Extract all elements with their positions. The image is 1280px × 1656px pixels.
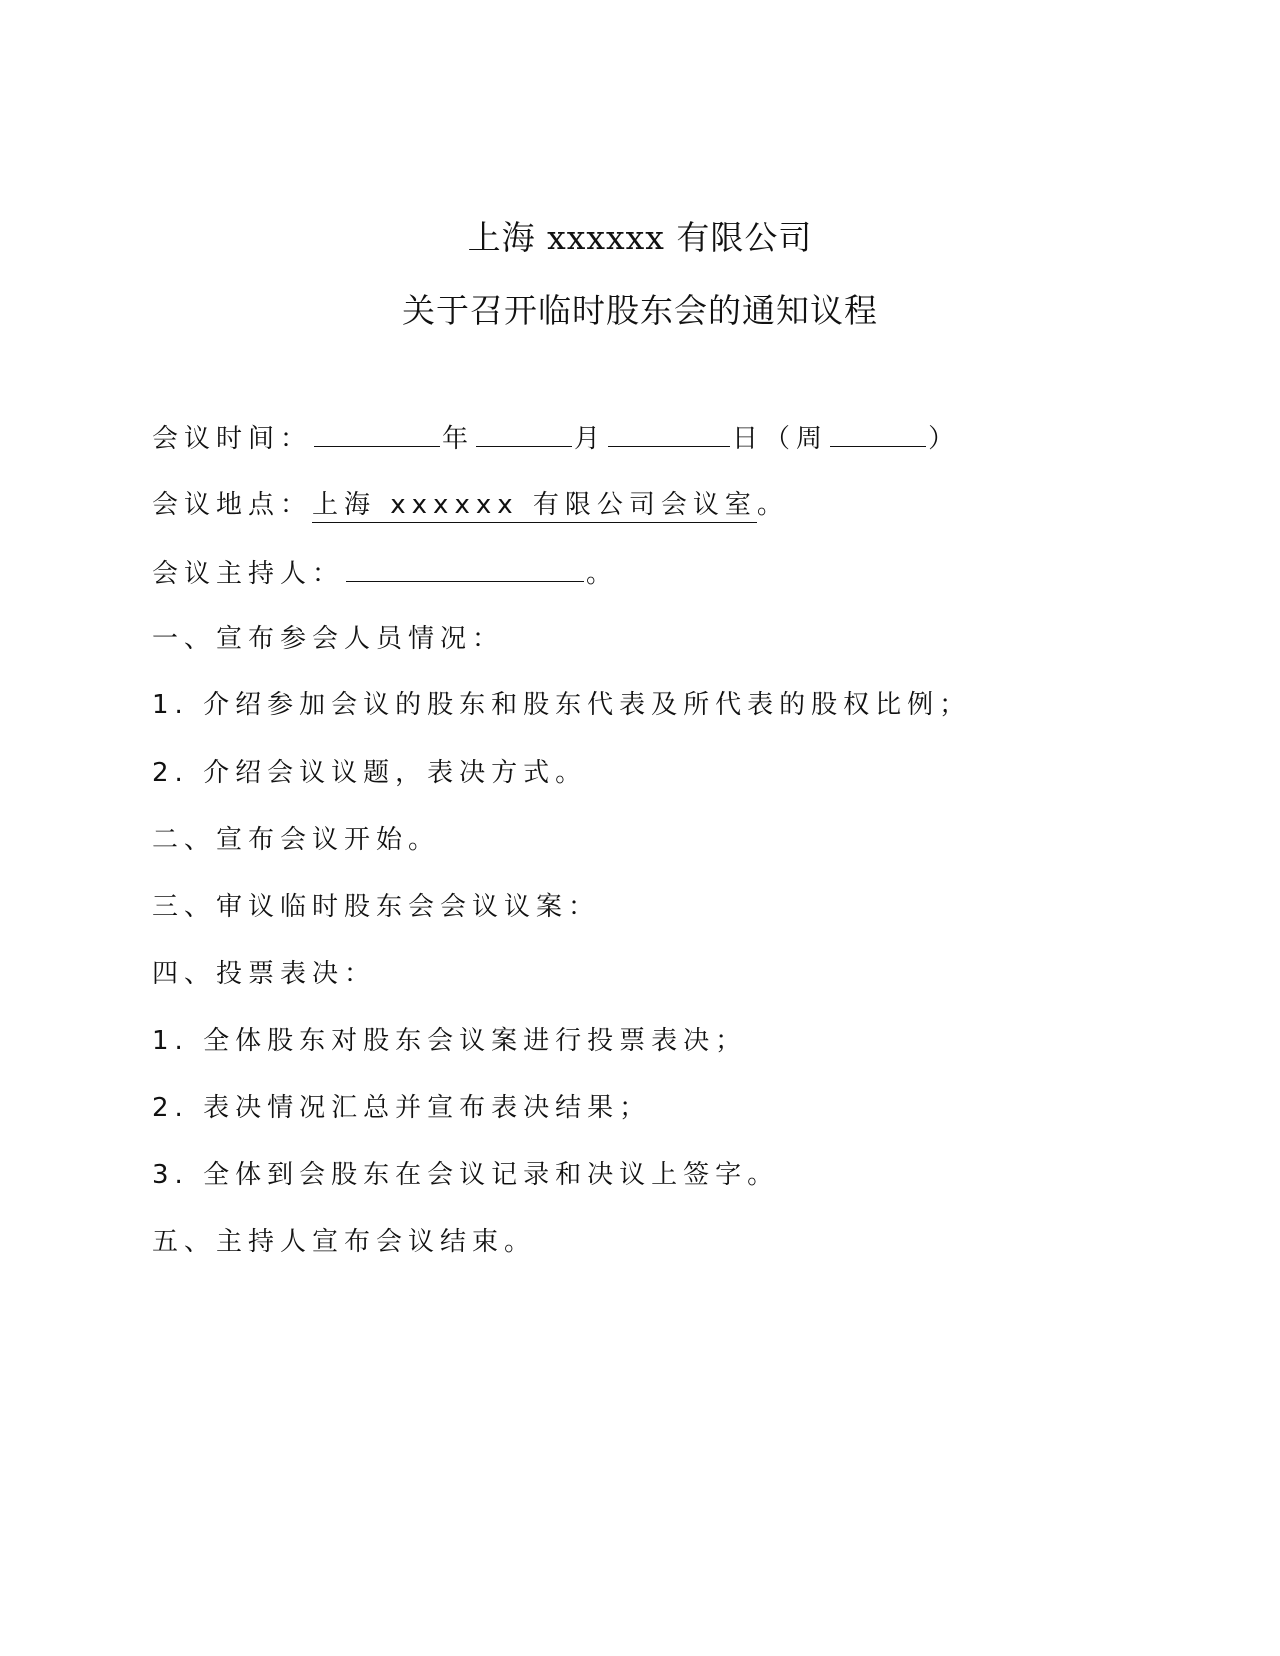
host-end: 。: [586, 559, 619, 589]
meeting-time-label: 会议时间：: [152, 424, 313, 454]
agenda-item: 1. 全体股东对股东会议案进行投票表决；: [152, 1026, 748, 1056]
host-blank: [346, 555, 584, 582]
agenda-item: 3. 全体到会股东在会议记录和决议上签字。: [152, 1160, 780, 1190]
host-line: [152, 555, 618, 591]
day-label: 日（周: [732, 424, 829, 454]
close-paren: ）: [928, 424, 961, 454]
agenda-item: 2. 介绍会议议题，表决方式。: [152, 758, 588, 788]
agenda-item: 一、宣布参会人员情况：: [152, 624, 505, 654]
weekday-blank: [830, 420, 926, 447]
month-blank: [476, 420, 572, 447]
meeting-place-line: [152, 488, 789, 522]
day-blank: [608, 420, 730, 447]
meeting-place-label: 会议地点：: [152, 490, 313, 520]
company-title: 上海 xxxxxx 有限公司: [467, 218, 813, 257]
meeting-time-line: [152, 420, 960, 456]
agenda-item: 五、主持人宣布会议结束。: [152, 1227, 537, 1257]
agenda-item: 四、投票表决：: [152, 959, 377, 989]
year-blank: [314, 420, 440, 447]
meeting-place-value: 上海 xxxxxx 有限公司会议室: [312, 490, 757, 523]
agenda-item: 2. 表决情况汇总并宣布表决结果；: [152, 1093, 652, 1123]
host-label: 会议主持人：: [152, 559, 345, 589]
agenda-item: 1. 介绍参加会议的股东和股东代表及所代表的股权比例；: [152, 690, 972, 720]
year-label: 年: [442, 424, 475, 454]
agenda-item: 三、审议临时股东会会议议案：: [152, 892, 601, 922]
document-title: 关于召开临时股东会的通知议程: [402, 291, 878, 330]
month-label: 月: [574, 424, 607, 454]
meeting-place-end: 。: [756, 490, 789, 520]
agenda-item: 二、宣布会议开始。: [152, 825, 441, 855]
